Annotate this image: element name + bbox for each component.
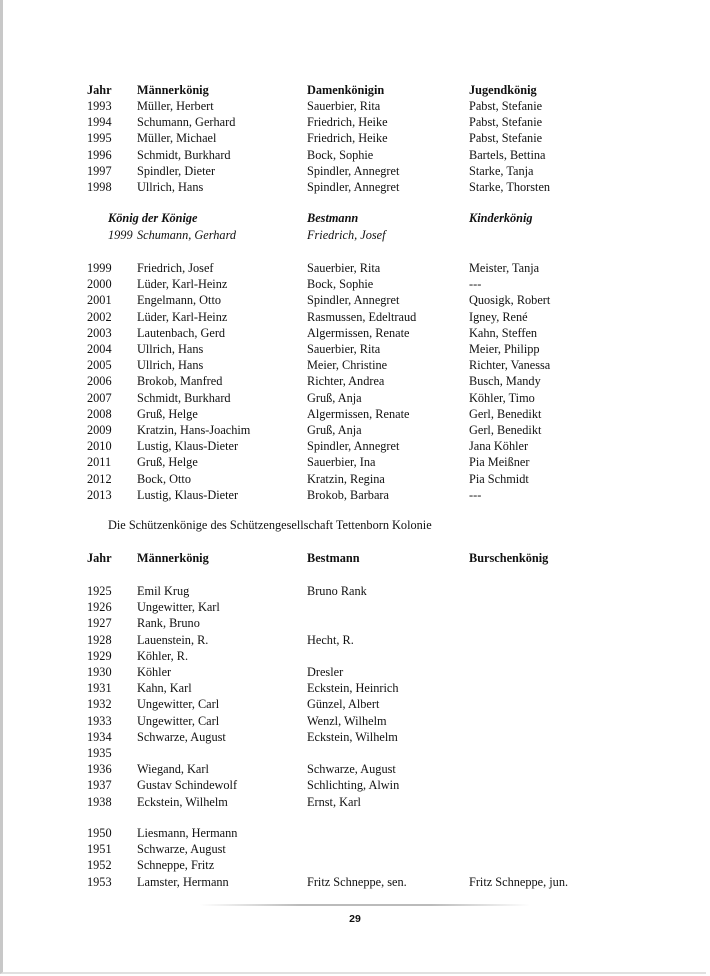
table2-cell-year: 2004 [87,342,112,356]
table3-cell-col2: Ungewitter, Carl [137,714,220,728]
table2-cell-col4: Köhler, Timo [469,391,535,405]
koenig-bestmann: Friedrich, Josef [307,228,386,242]
table1-header-year: Jahr [87,83,112,97]
table2-cell-year: 2010 [87,439,112,453]
table1-cell-col4: Starke, Tanja [469,164,534,178]
table1-header-damenkoenigin: Damenkönigin [307,83,385,97]
table3-cell-year: 1925 [87,584,112,598]
table2-cell-col4: Richter, Vanessa [469,358,551,372]
koenig-year: 1999 [108,228,133,242]
table3-cell-year: 1930 [87,665,112,679]
table3-header-year: Jahr [87,551,112,565]
table2-cell-col4: --- [469,488,482,502]
table2-cell-col2: Ullrich, Hans [137,358,204,372]
table3-cell-year: 1936 [87,762,112,776]
table3-cell-col3: Dresler [307,665,344,679]
table1-cell-col4: Starke, Thorsten [469,180,551,194]
table1-cell-col3: Sauerbier, Rita [307,99,381,113]
table3-header-burschenkoenig: Burschenkönig [469,551,549,565]
table2-cell-col2: Kratzin, Hans-Joachim [137,423,251,437]
table2-cell-col3: Kratzin, Regina [307,472,385,486]
table2-cell-col4: Meister, Tanja [469,261,540,275]
table1-cell-year: 1998 [87,180,112,194]
table2-cell-col4: Quosigk, Robert [469,293,551,307]
table2-cell-col2: Lustig, Klaus-Dieter [137,439,239,453]
table2-cell-col3: Spindler, Annegret [307,293,400,307]
table2-cell-year: 2011 [87,455,112,469]
table1-cell-col4: Pabst, Stefanie [469,131,543,145]
table3-cell-col3: Ernst, Karl [307,795,361,809]
table2-cell-col4: --- [469,277,482,291]
table1-cell-col2: Müller, Herbert [137,99,214,113]
table3-cell-year: 1937 [87,778,112,792]
table3-cell-year: 1928 [87,633,112,647]
table1-cell-col2: Müller, Michael [137,131,217,145]
table2-cell-year: 2008 [87,407,112,421]
table1-cell-col2: Ullrich, Hans [137,180,204,194]
table2-cell-col3: Algermissen, Renate [307,326,410,340]
table3-cell-col2: Kahn, Karl [137,681,192,695]
table3-cell-col2: Ungewitter, Karl [137,600,220,614]
table3-cell-year: 1932 [87,697,112,711]
table2-cell-col3: Bock, Sophie [307,277,374,291]
table3-cell-col2: Ungewitter, Carl [137,697,220,711]
table2-cell-col4: Meier, Philipp [469,342,540,356]
table1-cell-year: 1993 [87,99,112,113]
table2-cell-col2: Ullrich, Hans [137,342,204,356]
table2-cell-year: 2006 [87,374,112,388]
table3-cell-col3: Eckstein, Wilhelm [307,730,398,744]
table1-cell-col3: Spindler, Annegret [307,164,400,178]
table1-cell-col3: Friedrich, Heike [307,131,388,145]
table2-cell-col2: Engelmann, Otto [137,293,222,307]
table2-cell-col2: Lüder, Karl-Heinz [137,277,228,291]
table2-cell-col3: Algermissen, Renate [307,407,410,421]
table2-cell-year: 2005 [87,358,112,372]
table2-cell-col3: Brokob, Barbara [307,488,389,502]
table2-cell-year: 2000 [87,277,112,291]
table1-cell-col2: Schmidt, Burkhard [137,148,231,162]
table3-cell-year: 1927 [87,616,112,630]
koenig-name: Schumann, Gerhard [137,228,237,242]
table1-cell-col3: Friedrich, Heike [307,115,388,129]
koenig-header-title: König der Könige [108,211,198,225]
table2-cell-col2: Gruß, Helge [137,407,198,421]
table3-cell-col2: Köhler, R. [137,649,189,663]
table3-cell-col2: Schwarze, August [137,730,226,744]
table3-cell-col2: Gustav Schindewolf [137,778,238,792]
table2-cell-col3: Meier, Christine [307,358,388,372]
table1-cell-col3: Bock, Sophie [307,148,374,162]
table3-cell-year: 1926 [87,600,112,614]
table2-cell-col2: Friedrich, Josef [137,261,214,275]
table2-cell-col3: Gruß, Anja [307,391,362,405]
table3-cell-year: 1931 [87,681,112,695]
table3-cell-col3: Wenzl, Wilhelm [307,714,387,728]
table2-cell-year: 2007 [87,391,112,405]
table2-cell-col3: Sauerbier, Rita [307,261,381,275]
table3-cell-col2: Köhler [137,665,172,679]
table2-cell-col4: Pia Schmidt [469,472,529,486]
table3-cell-col2: Eckstein, Wilhelm [137,795,228,809]
table1-cell-year: 1995 [87,131,112,145]
table3-cell-year: 1929 [87,649,112,663]
table2-cell-col2: Lautenbach, Gerd [137,326,226,340]
table1-cell-col4: Pabst, Stefanie [469,115,543,129]
table3-cell-year: 1938 [87,795,112,809]
table3-cell-col3: Günzel, Albert [307,697,380,711]
table2-cell-year: 2003 [87,326,112,340]
table4-cell-col2: Lamster, Hermann [137,875,229,889]
table3-cell-col2: Rank, Bruno [137,616,200,630]
table4-cell-year: 1953 [87,875,112,889]
table1-cell-year: 1996 [87,148,112,162]
koenig-header-bestmann: Bestmann [307,211,359,225]
table3-header-bestmann: Bestmann [307,551,360,565]
table3-cell-year: 1934 [87,730,112,744]
table2-cell-col3: Spindler, Annegret [307,439,400,453]
section-caption: Die Schützenkönige des Schützengesellschaft Tettenborn Kolonie [108,518,432,532]
table1-cell-col2: Schumann, Gerhard [137,115,236,129]
table2-cell-year: 2012 [87,472,112,486]
table3-header-maennerkoenig: Männerkönig [137,551,209,565]
table2-cell-year: 2002 [87,310,112,324]
table4-cell-col2: Schwarze, August [137,842,226,856]
table1-header-jugendkoenig: Jugendkönig [469,83,537,97]
table3-cell-col3: Schlichting, Alwin [307,778,400,792]
table1-cell-col2: Spindler, Dieter [137,164,216,178]
table1-header-maennerkoenig: Männerkönig [137,83,209,97]
table2-cell-col3: Richter, Andrea [307,374,385,388]
table2-cell-col4: Gerl, Benedikt [469,407,542,421]
table4-cell-year: 1950 [87,826,112,840]
table2-cell-col3: Sauerbier, Rita [307,342,381,356]
table2-cell-col4: Igney, René [469,310,528,324]
table1-cell-col4: Pabst, Stefanie [469,99,543,113]
table3-cell-col3: Bruno Rank [307,584,367,598]
table2-cell-col4: Kahn, Steffen [469,326,538,340]
table2-cell-col4: Pia Meißner [469,455,530,469]
table2-cell-col3: Gruß, Anja [307,423,362,437]
table2-cell-col2: Bock, Otto [137,472,191,486]
table2-cell-col2: Lustig, Klaus-Dieter [137,488,239,502]
table3-cell-col3: Hecht, R. [307,633,354,647]
table2-cell-year: 1999 [87,261,112,275]
table3-cell-year: 1933 [87,714,112,728]
table3-cell-col2: Lauenstein, R. [137,633,209,647]
table2-cell-col2: Lüder, Karl-Heinz [137,310,228,324]
table2-cell-col3: Sauerbier, Ina [307,455,376,469]
table2-cell-col2: Gruß, Helge [137,455,198,469]
table2-cell-year: 2001 [87,293,112,307]
table2-cell-col2: Brokob, Manfred [137,374,223,388]
table4-cell-col3: Fritz Schneppe, sen. [307,875,407,889]
table1-cell-year: 1994 [87,115,112,129]
table2-cell-col3: Rasmussen, Edeltraud [307,310,417,324]
table2-cell-year: 2009 [87,423,112,437]
table2-cell-col2: Schmidt, Burkhard [137,391,231,405]
table4-cell-year: 1951 [87,842,112,856]
table2-cell-year: 2013 [87,488,112,502]
table2-cell-col4: Gerl, Benedikt [469,423,542,437]
page-number: 29 [349,913,361,925]
table3-cell-col3: Schwarze, August [307,762,396,776]
table4-cell-col4: Fritz Schneppe, jun. [469,875,569,889]
table3-cell-year: 1935 [87,746,112,760]
table1-cell-col4: Bartels, Bettina [469,148,546,162]
table2-cell-col4: Busch, Mandy [469,374,541,388]
table1-cell-year: 1997 [87,164,112,178]
table1-cell-col3: Spindler, Annegret [307,180,400,194]
table3-cell-col3: Eckstein, Heinrich [307,681,399,695]
table4-cell-col2: Liesmann, Hermann [137,826,238,840]
koenig-header-kinderkoenig: Kinderkönig [469,211,533,225]
table3-cell-col2: Wiegand, Karl [137,762,209,776]
table4-cell-year: 1952 [87,858,112,872]
table3-cell-col2: Emil Krug [137,584,190,598]
footer-rule [200,904,530,906]
table2-cell-col4: Jana Köhler [469,439,529,453]
table4-cell-col2: Schneppe, Fritz [137,858,215,872]
